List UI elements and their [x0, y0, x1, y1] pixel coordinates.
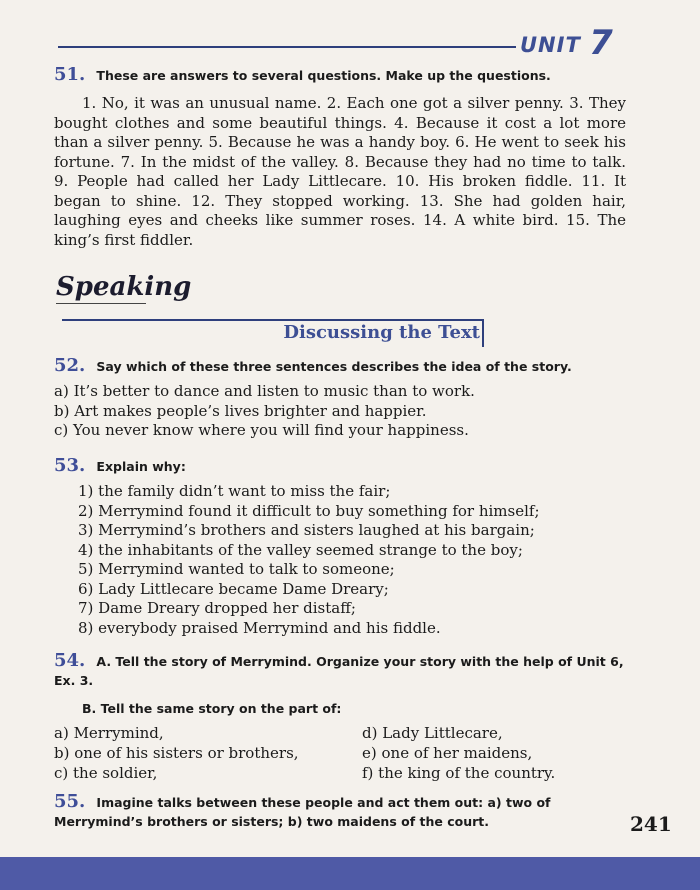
subsection-title: Discussing the Text	[283, 322, 480, 343]
role-list-right	[362, 723, 555, 783]
subsection-rule-end	[482, 319, 484, 347]
list-item: 4) the inhabitants of the valley seemed strange to the boy;	[78, 540, 523, 559]
exercise-instruction: These are answers to several questions. Make up the questions.	[96, 68, 551, 83]
list-item: e) one of her maidens,	[362, 744, 533, 762]
list-item: a) It’s better to dance and listen to music than to work.	[54, 382, 475, 400]
list-item: 1) the family didn’t want to miss the fair;	[78, 482, 391, 500]
exercise-54	[54, 652, 626, 783]
list-item: 7) Dame Dreary dropped her distaff;	[78, 599, 356, 617]
header-rule	[58, 46, 516, 48]
list-item: c) You never know where you will find your happiness.	[54, 421, 469, 439]
unit-badge	[520, 25, 628, 61]
exercise-number: 52.	[54, 355, 86, 376]
exercise-number: 51.	[54, 64, 86, 85]
explain-list	[54, 482, 626, 638]
footer-band	[0, 857, 700, 890]
list-item: a) Merrymind,	[54, 724, 164, 742]
unit-number: 7	[589, 23, 614, 63]
exercise-number: 55.	[54, 791, 86, 812]
exercise-55	[54, 793, 626, 831]
exercise-instruction: Imagine talks between these people and act them out: a) two of Merrymind’s brothers or sisters; b) two maidens of the court.	[54, 795, 551, 829]
exercise-number: 53.	[54, 455, 86, 476]
list-item: 2) Merrymind found it difficult to buy something for himself;	[78, 501, 540, 520]
list-item: f) the king of the country.	[362, 764, 556, 782]
exercise-answers-text: 1. No, it was an unusual name. 2. Each one got a silver penny. 3. They bought clothes and some beautiful things. 4. Because it cost a lot more than a silver penny. 5. Because he was a handy boy. 6. He went to seek his fortune. 7. In the midst of the valley. 8. Because they had no time to talk. 9. People had called her Lady Littlecare. 10. His broken fiddle. 11. It began to shine. 12. They stopped working. 13. She had golden hair, laughing eyes and cheeks like summer roses. 14. A white bird. 15. The king’s first fiddler.	[54, 94, 626, 249]
unit-word: UNIT	[520, 33, 581, 57]
list-item: 3) Merrymind’s brothers and sisters laughed at his bargain;	[78, 521, 535, 539]
role-options	[54, 723, 626, 783]
section-title: Speaking	[56, 272, 192, 302]
exercise-number: 54.	[54, 650, 86, 671]
exercise-instruction: Say which of these three sentences describes the idea of the story.	[96, 359, 572, 374]
list-item: c) the soldier,	[54, 764, 158, 782]
exercise-instruction: Explain why:	[96, 459, 186, 474]
list-item: d) Lady Littlecare,	[362, 724, 503, 742]
exercise-51	[54, 64, 626, 250]
list-item: 5) Merrymind wanted to talk to someone;	[78, 560, 395, 578]
section-title-rule	[56, 303, 146, 304]
exercise-instruction-a: A. Tell the story of Merrymind. Organize your story with the help of Unit 6, Ex. 3.	[54, 654, 624, 688]
sentence-options	[54, 382, 626, 441]
list-item: 6) Lady Littlecare became Dame Dreary;	[78, 579, 389, 598]
exercise-52	[54, 355, 626, 441]
exercise-instruction-b: B. Tell the same story on the part of:	[82, 701, 342, 716]
role-list-left	[54, 723, 362, 783]
page-number: 241	[630, 812, 672, 836]
list-item: b) one of his sisters or brothers,	[54, 744, 299, 762]
exercise-53	[54, 455, 626, 638]
list-item: 8) everybody praised Merrymind and his fiddle.	[78, 618, 441, 637]
list-item: b) Art makes people’s lives brighter and happier.	[54, 401, 427, 420]
subsection-rule	[62, 319, 484, 321]
